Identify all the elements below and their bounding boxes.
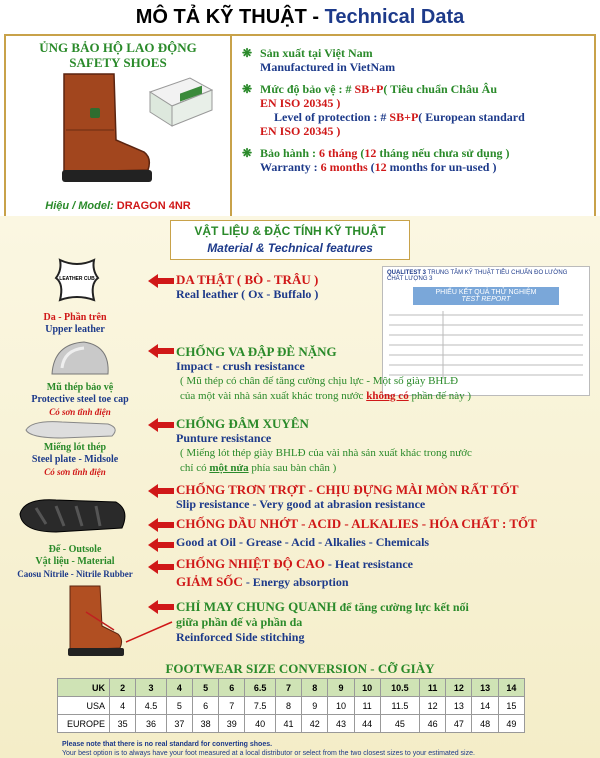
toecap-note: Có sơn tĩnh điện <box>49 407 111 417</box>
report-brand: QUALITEST 3 <box>387 270 427 276</box>
feature-heat <box>176 556 413 572</box>
feature-leather-en: Real leather ( Ox - Buffalo ) <box>176 287 319 301</box>
red-arrow-icon <box>148 538 174 552</box>
size-cell: 40 <box>245 715 276 733</box>
feature-stitch-vn-b: để tăng cường lực kết nối <box>339 600 469 614</box>
feature-puncture-vn: CHỐNG ĐÂM XUYÊN <box>176 416 309 431</box>
protection-en-label: Level of protection : # <box>274 110 387 124</box>
size-cell: 7 <box>219 697 245 715</box>
product-summary-box <box>4 34 596 218</box>
outsole-material-vn: Vật liệu - Material <box>35 556 115 567</box>
size-cell: 7.5 <box>245 697 276 715</box>
protection-vn-standard: ( Tiêu chuẩn Châu Âu <box>383 82 497 96</box>
size-cell: 15 <box>498 697 524 715</box>
plate-label <box>0 442 150 478</box>
plate-note: Có sơn tĩnh điện <box>44 467 106 477</box>
steel-toe-cap-image <box>48 338 112 378</box>
size-cell: 49 <box>498 715 524 733</box>
spec-protection <box>242 82 592 138</box>
origin-vn: Sản xuất tại Việt Nam <box>260 46 373 60</box>
outsole-material-en: Caosu Nitrile - Nitrile Rubber <box>17 569 133 579</box>
spec-origin <box>242 46 592 74</box>
feature-crush-note-2 <box>176 389 471 404</box>
warranty-vn-unused: 12 <box>364 146 377 160</box>
model-label: Hiệu / Model: <box>45 200 114 212</box>
size-cell: 13 <box>472 679 498 697</box>
feature-stitch-vn-2: giữa phần đế và phần da <box>176 615 303 629</box>
warranty-vn-period: 6 tháng <box>319 146 358 160</box>
crush-note-2c: phần đế này ) <box>411 390 472 402</box>
size-cell: 42 <box>302 715 328 733</box>
safety-boot-image <box>44 70 154 190</box>
spec-list <box>242 46 592 182</box>
steel-plate-image <box>22 418 122 440</box>
warranty-vn-note: tháng nếu chưa sử dụng ) <box>379 146 510 160</box>
feature-stitch-vn-a: CHỈ MAY CHUNG QUANH <box>176 599 337 614</box>
product-panel <box>6 36 232 216</box>
feature-oil <box>176 516 537 550</box>
materials-heading-en: Material & Technical features <box>207 241 373 255</box>
size-row-label: UK <box>58 679 110 697</box>
outsole-image <box>16 494 132 538</box>
punct-note-2a: chỉ có <box>180 462 207 474</box>
size-cell: 35 <box>110 715 136 733</box>
size-cell: 4 <box>166 679 192 697</box>
model-line <box>6 200 230 212</box>
size-cell: 43 <box>328 715 354 733</box>
warranty-en <box>260 160 509 174</box>
materials-section <box>0 216 600 758</box>
warranty-vn-paren: ( <box>360 146 365 160</box>
size-cell: 9 <box>328 679 354 697</box>
warranty-en-period: 6 months <box>320 160 368 174</box>
size-cell: 10.5 <box>380 679 419 697</box>
feature-crush-en: Impact - crush resistance <box>176 359 305 373</box>
size-cell: 8 <box>275 697 301 715</box>
star-bullet-icon: ❋ <box>242 82 253 96</box>
red-arrow-icon <box>148 518 174 532</box>
protection-en-standard: ( European standard <box>418 110 525 124</box>
report-title-vn: PHIẾU KẾT QUẢ THỬ NGHIỆM <box>435 289 537 296</box>
page-title <box>0 6 600 29</box>
leather-label <box>0 312 150 336</box>
size-note-1: Please note that there is no real standard for converting shoes. <box>62 741 273 748</box>
feature-slip <box>176 482 519 512</box>
protection-vn <box>260 82 525 96</box>
red-arrow-icon <box>148 600 174 614</box>
toecap-label-en: Protective steel toe cap <box>31 394 129 405</box>
crush-note-2a: của một vài nhà sản xuất khác trong nước <box>180 390 364 402</box>
feature-oil-vn: CHỐNG DẦU NHỚT - ACID - ALKALIES - HÓA CHẤT : TỐT <box>176 516 537 531</box>
leather-hide-icon <box>52 256 102 304</box>
title-vn: MÔ TẢ KỸ THUẬT - <box>135 6 320 28</box>
size-cell: 4.5 <box>136 697 167 715</box>
red-pointer-line <box>124 620 174 644</box>
red-arrow-icon <box>148 344 174 358</box>
report-title-en: TEST REPORT <box>461 296 511 303</box>
size-cell: 12 <box>446 679 472 697</box>
size-cell: 13 <box>446 697 472 715</box>
size-cell: 8 <box>302 679 328 697</box>
product-name <box>6 40 230 70</box>
leather-label-vn: Da - Phần trên <box>43 312 107 323</box>
outsole-label-vn: Đế - Outsole <box>48 544 102 555</box>
warranty-vn-label: Bảo hành : <box>260 146 317 160</box>
size-cell: 4 <box>110 697 136 715</box>
size-cell: 5 <box>192 679 218 697</box>
model-value: DRAGON 4NR <box>116 200 191 212</box>
feature-shock-en: - Energy absorption <box>245 575 349 589</box>
feature-slip-en: Slip resistance - Very good at abrasion resistance <box>176 497 426 511</box>
warranty-vn <box>260 146 509 160</box>
size-cell: 39 <box>219 715 245 733</box>
leather-label-en: Upper leather <box>45 324 105 335</box>
red-arrow-icon <box>148 560 174 574</box>
size-cell: 6 <box>192 697 218 715</box>
protection-vn-label: Mức độ bảo vệ : # <box>260 82 352 96</box>
protection-code-en: SB+P <box>389 110 419 124</box>
size-cell: 37 <box>166 715 192 733</box>
feature-oil-en: Good at Oil - Grease - Acid - Alkalies - Chemicals <box>176 535 430 549</box>
report-header <box>383 267 589 285</box>
red-arrow-icon <box>148 418 174 432</box>
size-cell: 11.5 <box>380 697 419 715</box>
boot-stitching-image <box>56 582 126 660</box>
feature-heat-vn: CHỐNG NHIỆT ĐỘ CAO <box>176 556 325 571</box>
feature-puncture-note-2 <box>176 461 472 476</box>
size-cell: 2 <box>110 679 136 697</box>
feature-shock <box>176 574 349 590</box>
feature-heat-en: - Heat resistance <box>327 557 414 571</box>
feature-stitch-en: Reinforced Side stitching <box>176 630 305 644</box>
size-cell: 14 <box>498 679 524 697</box>
feature-stitching <box>176 599 469 645</box>
warranty-en-paren: ( <box>370 160 375 174</box>
size-cell: 11 <box>420 679 446 697</box>
size-row-europe <box>58 715 525 733</box>
plate-label-en: Steel plate - Midsole <box>31 454 119 465</box>
feature-crush <box>176 344 471 404</box>
feature-puncture-note-1: ( Miếng lót thép giày BHLĐ của vài nhà sản xuất khác trong nước <box>180 447 472 459</box>
materials-heading <box>170 220 410 260</box>
feature-shock-vn: GIẢM SỐC <box>176 574 243 589</box>
plate-label-vn: Miếng lót thép <box>43 442 107 453</box>
protection-en <box>260 110 525 124</box>
warranty-en-note: months for un-used ) <box>389 160 497 174</box>
feature-puncture-en: Punture resistance <box>176 431 272 445</box>
size-cell: 36 <box>136 715 167 733</box>
size-row-label: USA <box>58 697 110 715</box>
star-bullet-icon: ❋ <box>242 146 253 160</box>
toecap-label <box>0 382 160 418</box>
leather-logo-text: LEATHER CUB <box>59 276 95 282</box>
feature-crush-vn: CHỐNG VA ĐẬP ĐÈ NẶNG <box>176 344 337 359</box>
red-arrow-icon <box>148 484 174 498</box>
size-cell: 11 <box>354 697 380 715</box>
size-cell: 6 <box>219 679 245 697</box>
punct-note-2c: phía sau bàn chân ) <box>251 462 337 474</box>
feature-leather-vn: DA THẬT ( BÒ - TRÂU ) <box>176 272 319 287</box>
size-cell: 12 <box>420 697 446 715</box>
size-row-label: EUROPE <box>58 715 110 733</box>
size-conversion-title: FOOTWEAR SIZE CONVERSION - CỠ GIÀY <box>165 661 435 676</box>
feature-crush-note-1: ( Mũ thép có chân đế tăng cường chịu lực - Một số giày BHLĐ <box>180 375 459 387</box>
feature-leather <box>176 272 318 302</box>
size-cell: 6.5 <box>245 679 276 697</box>
product-name-vn: ỦNG BẢO HỘ LAO ĐỘNG <box>39 40 197 55</box>
size-cell: 10 <box>328 697 354 715</box>
protection-code: SB+P <box>354 82 384 96</box>
size-cell: 48 <box>472 715 498 733</box>
size-cell: 46 <box>420 715 446 733</box>
size-cell: 41 <box>275 715 301 733</box>
size-conversion-table <box>57 678 525 733</box>
size-cell: 44 <box>354 715 380 733</box>
outsole-label <box>0 544 150 580</box>
crush-note-2b: không có <box>366 390 409 402</box>
report-header-line: TRUNG TÂM KỸ THUẬT TIÊU CHUẨN ĐO LƯỜNG CHẤT LƯỢNG 3 <box>387 270 568 282</box>
product-name-en: SAFETY SHOES <box>69 55 167 70</box>
toecap-label-vn: Mũ thép bảo vệ <box>46 382 114 393</box>
size-row-usa <box>58 697 525 715</box>
size-cell: 47 <box>446 715 472 733</box>
title-en: Technical Data <box>324 6 465 28</box>
size-cell: 5 <box>166 697 192 715</box>
size-cell: 10 <box>354 679 380 697</box>
warranty-en-label: Warranty : <box>260 160 318 174</box>
feature-slip-vn: CHỐNG TRƠN TRỢT - CHỊU ĐỰNG MÀI MÒN RẤT TỐT <box>176 482 519 497</box>
size-row-uk <box>58 679 525 697</box>
star-bullet-icon: ❋ <box>242 46 253 60</box>
materials-heading-vn: VẬT LIỆU & ĐẶC TÍNH KỸ THUẬT <box>194 224 386 238</box>
size-cell: 7 <box>275 679 301 697</box>
report-title <box>413 287 559 305</box>
size-cell: 14 <box>472 697 498 715</box>
shoe-box-image <box>146 70 216 130</box>
punct-note-2b: một nửa <box>209 462 249 474</box>
warranty-en-unused: 12 <box>374 160 387 174</box>
standard-vn: EN ISO 20345 ) <box>260 96 341 110</box>
feature-puncture <box>176 416 472 476</box>
red-arrow-icon <box>148 274 174 288</box>
size-note-2: Your best option is to always have your foot measured at a local distributor or select from the two closest sizes to your estimated size. <box>62 750 475 757</box>
size-cell: 38 <box>192 715 218 733</box>
origin-en: Manufactured in VietNam <box>260 60 396 74</box>
standard-en: EN ISO 20345 ) <box>260 124 341 138</box>
size-cell: 45 <box>380 715 419 733</box>
spec-warranty <box>242 146 592 174</box>
size-cell: 3 <box>136 679 167 697</box>
size-cell: 9 <box>302 697 328 715</box>
